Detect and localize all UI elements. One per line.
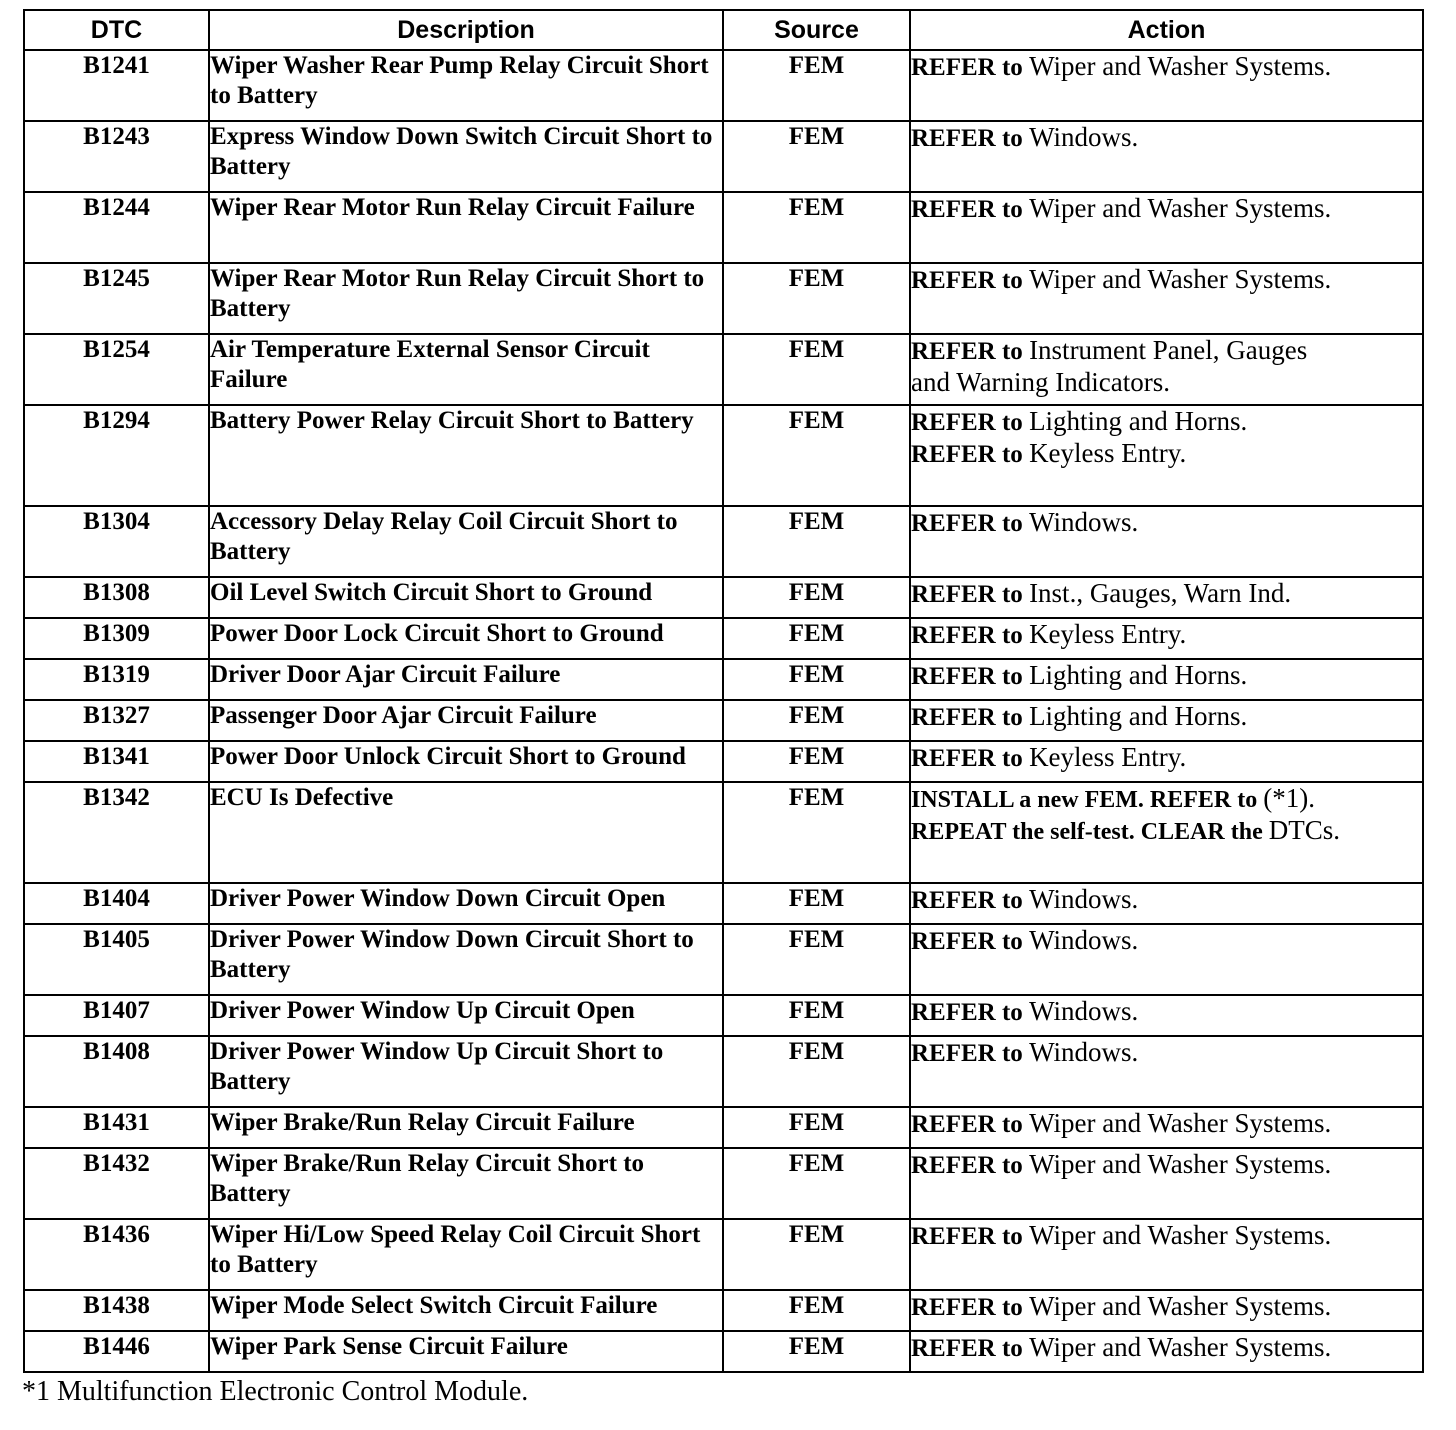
action-instruction: REFER to xyxy=(911,704,1023,731)
dtc-code: B1408 xyxy=(24,1036,209,1107)
header-dtc: DTC xyxy=(24,10,209,50)
action-line xyxy=(911,1108,1422,1140)
dtc-code: B1254 xyxy=(24,334,209,405)
action-reference: Instrument Panel, Gauges xyxy=(1029,335,1308,365)
action-line xyxy=(911,925,1422,957)
action-instruction: REFER to xyxy=(911,581,1023,608)
dtc-action xyxy=(910,1148,1423,1219)
dtc-code: B1431 xyxy=(24,1107,209,1148)
action-reference: Wiper and Washer Systems. xyxy=(1029,1108,1332,1138)
dtc-action xyxy=(910,405,1423,506)
action-reference: Wiper and Washer Systems. xyxy=(1029,51,1332,81)
table-row xyxy=(24,924,1423,995)
action-instruction: REFER to xyxy=(911,928,1023,955)
action-reference: Wiper and Washer Systems. xyxy=(1029,193,1332,223)
action-line xyxy=(911,1037,1422,1069)
table-row xyxy=(24,1148,1423,1219)
dtc-action xyxy=(910,121,1423,192)
dtc-action xyxy=(910,1036,1423,1107)
dtc-code: B1407 xyxy=(24,995,209,1036)
action-instruction: REFER to xyxy=(911,1152,1023,1179)
action-instruction: REFER to xyxy=(911,1040,1023,1067)
table-body xyxy=(24,50,1423,1372)
dtc-code: B1309 xyxy=(24,618,209,659)
dtc-source: FEM xyxy=(723,506,910,577)
dtc-code: B1304 xyxy=(24,506,209,577)
dtc-source: FEM xyxy=(723,782,910,883)
dtc-source: FEM xyxy=(723,334,910,405)
dtc-description: Air Temperature External Sensor Circuit Failure xyxy=(209,334,723,405)
action-instruction: INSTALL a new FEM. REFER to xyxy=(911,787,1258,813)
action-line xyxy=(911,406,1422,438)
dtc-action xyxy=(910,577,1423,618)
dtc-description: Accessory Delay Relay Coil Circuit Short to Battery xyxy=(209,506,723,577)
action-reference: Wiper and Washer Systems. xyxy=(1029,1291,1332,1321)
action-instruction: REFER to xyxy=(911,999,1023,1026)
dtc-description: Passenger Door Ajar Circuit Failure xyxy=(209,700,723,741)
action-line xyxy=(911,438,1422,470)
action-instruction: REFER to xyxy=(911,745,1023,772)
dtc-action xyxy=(910,782,1423,883)
dtc-description: Wiper Rear Motor Run Relay Circuit Short to Battery xyxy=(209,263,723,334)
dtc-description: Wiper Washer Rear Pump Relay Circuit Short to Battery xyxy=(209,50,723,121)
dtc-code: B1327 xyxy=(24,700,209,741)
action-instruction: REFER to xyxy=(911,510,1023,537)
table-row xyxy=(24,50,1423,121)
table-row xyxy=(24,700,1423,741)
dtc-action xyxy=(910,659,1423,700)
dtc-description: Driver Door Ajar Circuit Failure xyxy=(209,659,723,700)
action-reference: Windows. xyxy=(1029,996,1139,1026)
action-line xyxy=(911,742,1422,774)
dtc-source: FEM xyxy=(723,1107,910,1148)
dtc-description: Driver Power Window Down Circuit Open xyxy=(209,883,723,924)
action-line xyxy=(911,193,1422,225)
action-line xyxy=(911,1291,1422,1323)
action-line xyxy=(911,1149,1422,1181)
dtc-action xyxy=(910,618,1423,659)
action-instruction: REFER to xyxy=(911,622,1023,649)
action-reference: Wiper and Washer Systems. xyxy=(1029,1220,1332,1250)
dtc-code: B1405 xyxy=(24,924,209,995)
dtc-source: FEM xyxy=(723,1290,910,1331)
table-row xyxy=(24,1290,1423,1331)
table-row xyxy=(24,1107,1423,1148)
table-row xyxy=(24,405,1423,506)
table-row xyxy=(24,192,1423,263)
action-instruction: REFER to xyxy=(911,54,1023,81)
dtc-action xyxy=(910,995,1423,1036)
dtc-source: FEM xyxy=(723,1036,910,1107)
action-line xyxy=(911,578,1422,610)
dtc-source: FEM xyxy=(723,263,910,334)
action-reference: Lighting and Horns. xyxy=(1029,406,1248,436)
dtc-code: B1446 xyxy=(24,1331,209,1372)
action-instruction: REFER to xyxy=(911,196,1023,223)
action-instruction: REFER to xyxy=(911,267,1023,294)
table-row xyxy=(24,1331,1423,1372)
table-row xyxy=(24,334,1423,405)
dtc-code: B1341 xyxy=(24,741,209,782)
dtc-source: FEM xyxy=(723,1148,910,1219)
action-reference: Windows. xyxy=(1029,884,1139,914)
header-source: Source xyxy=(723,10,910,50)
action-reference: (*1). xyxy=(1263,783,1315,813)
action-line xyxy=(911,122,1422,154)
dtc-description: Wiper Mode Select Switch Circuit Failure xyxy=(209,1290,723,1331)
dtc-description: Express Window Down Switch Circuit Short to Battery xyxy=(209,121,723,192)
dtc-code: B1432 xyxy=(24,1148,209,1219)
dtc-description: ECU Is Defective xyxy=(209,782,723,883)
action-line xyxy=(911,884,1422,916)
table-row xyxy=(24,1036,1423,1107)
dtc-action xyxy=(910,924,1423,995)
footnote: *1 Multifunction Electronic Control Module. xyxy=(22,1376,529,1407)
action-instruction: REFER to xyxy=(911,1111,1023,1138)
dtc-source: FEM xyxy=(723,577,910,618)
action-reference: Keyless Entry. xyxy=(1029,438,1187,468)
dtc-source: FEM xyxy=(723,192,910,263)
action-reference: Lighting and Horns. xyxy=(1029,701,1248,731)
dtc-code: B1243 xyxy=(24,121,209,192)
dtc-code: B1404 xyxy=(24,883,209,924)
action-line xyxy=(911,619,1422,651)
action-line xyxy=(911,783,1422,815)
dtc-source: FEM xyxy=(723,1331,910,1372)
action-reference: Wiper and Washer Systems. xyxy=(1029,1149,1332,1179)
action-reference: DTCs. xyxy=(1268,815,1341,845)
dtc-source: FEM xyxy=(723,883,910,924)
action-instruction: REFER to xyxy=(911,441,1023,468)
action-reference: Wiper and Washer Systems. xyxy=(1029,264,1332,294)
dtc-code: B1294 xyxy=(24,405,209,506)
action-line xyxy=(911,701,1422,733)
dtc-description: Battery Power Relay Circuit Short to Battery xyxy=(209,405,723,506)
dtc-code: B1245 xyxy=(24,263,209,334)
action-line xyxy=(911,815,1422,847)
dtc-code: B1319 xyxy=(24,659,209,700)
dtc-code: B1342 xyxy=(24,782,209,883)
dtc-description: Wiper Brake/Run Relay Circuit Failure xyxy=(209,1107,723,1148)
header-action: Action xyxy=(910,10,1423,50)
table-row xyxy=(24,741,1423,782)
action-instruction: REFER to xyxy=(911,338,1023,365)
action-reference: Windows. xyxy=(1029,1037,1139,1067)
dtc-code: B1438 xyxy=(24,1290,209,1331)
action-instruction: REFER to xyxy=(911,125,1023,152)
dtc-description: Driver Power Window Down Circuit Short to Battery xyxy=(209,924,723,995)
table-row xyxy=(24,121,1423,192)
dtc-source: FEM xyxy=(723,659,910,700)
dtc-description: Wiper Park Sense Circuit Failure xyxy=(209,1331,723,1372)
action-instruction: REFER to xyxy=(911,1223,1023,1250)
action-line xyxy=(911,335,1422,367)
action-instruction: REFER to xyxy=(911,409,1023,436)
table-row xyxy=(24,577,1423,618)
dtc-description: Wiper Rear Motor Run Relay Circuit Failure xyxy=(209,192,723,263)
dtc-code: B1436 xyxy=(24,1219,209,1290)
dtc-action xyxy=(910,1107,1423,1148)
action-instruction: REFER to xyxy=(911,1335,1023,1362)
dtc-action xyxy=(910,883,1423,924)
dtc-action xyxy=(910,1219,1423,1290)
table-row xyxy=(24,263,1423,334)
dtc-action xyxy=(910,334,1423,405)
dtc-action xyxy=(910,192,1423,263)
action-line xyxy=(911,367,1422,399)
dtc-source: FEM xyxy=(723,121,910,192)
action-line xyxy=(911,996,1422,1028)
action-line xyxy=(911,1220,1422,1252)
dtc-code: B1241 xyxy=(24,50,209,121)
dtc-description: Driver Power Window Up Circuit Short to Battery xyxy=(209,1036,723,1107)
dtc-description: Power Door Lock Circuit Short to Ground xyxy=(209,618,723,659)
action-reference: Keyless Entry. xyxy=(1029,742,1187,772)
dtc-action xyxy=(910,263,1423,334)
dtc-code: B1308 xyxy=(24,577,209,618)
table-row xyxy=(24,995,1423,1036)
table-row xyxy=(24,506,1423,577)
dtc-source: FEM xyxy=(723,1219,910,1290)
dtc-description: Driver Power Window Up Circuit Open xyxy=(209,995,723,1036)
action-line xyxy=(911,51,1422,83)
action-reference: Windows. xyxy=(1029,925,1139,955)
action-reference: Windows. xyxy=(1029,507,1139,537)
action-instruction: REPEAT the self-test. CLEAR the xyxy=(911,819,1263,845)
table-header-row xyxy=(24,10,1423,50)
dtc-action xyxy=(910,506,1423,577)
dtc-source: FEM xyxy=(723,618,910,659)
table-row xyxy=(24,1219,1423,1290)
action-reference: Windows. xyxy=(1029,122,1139,152)
table-row xyxy=(24,782,1423,883)
table-row xyxy=(24,618,1423,659)
action-instruction: REFER to xyxy=(911,663,1023,690)
dtc-source: FEM xyxy=(723,924,910,995)
dtc-action xyxy=(910,50,1423,121)
dtc-description: Oil Level Switch Circuit Short to Ground xyxy=(209,577,723,618)
dtc-description: Power Door Unlock Circuit Short to Ground xyxy=(209,741,723,782)
dtc-action xyxy=(910,1331,1423,1372)
table-row xyxy=(24,659,1423,700)
action-line xyxy=(911,264,1422,296)
action-line xyxy=(911,1332,1422,1364)
table-row xyxy=(24,883,1423,924)
dtc-table xyxy=(23,9,1424,1373)
header-description: Description xyxy=(209,10,723,50)
action-line xyxy=(911,660,1422,692)
dtc-source: FEM xyxy=(723,741,910,782)
action-reference: Keyless Entry. xyxy=(1029,619,1187,649)
dtc-action xyxy=(910,1290,1423,1331)
action-instruction: REFER to xyxy=(911,887,1023,914)
dtc-source: FEM xyxy=(723,995,910,1036)
dtc-source: FEM xyxy=(723,405,910,506)
dtc-description: Wiper Brake/Run Relay Circuit Short to Battery xyxy=(209,1148,723,1219)
action-reference: and Warning Indicators. xyxy=(911,367,1171,397)
dtc-action xyxy=(910,741,1423,782)
action-reference: Inst., Gauges, Warn Ind. xyxy=(1029,578,1292,608)
action-line xyxy=(911,507,1422,539)
action-instruction: REFER to xyxy=(911,1294,1023,1321)
dtc-code: B1244 xyxy=(24,192,209,263)
action-reference: Lighting and Horns. xyxy=(1029,660,1248,690)
dtc-source: FEM xyxy=(723,700,910,741)
dtc-source: FEM xyxy=(723,50,910,121)
action-reference: Wiper and Washer Systems. xyxy=(1029,1332,1332,1362)
dtc-description: Wiper Hi/Low Speed Relay Coil Circuit Short to Battery xyxy=(209,1219,723,1290)
dtc-action xyxy=(910,700,1423,741)
